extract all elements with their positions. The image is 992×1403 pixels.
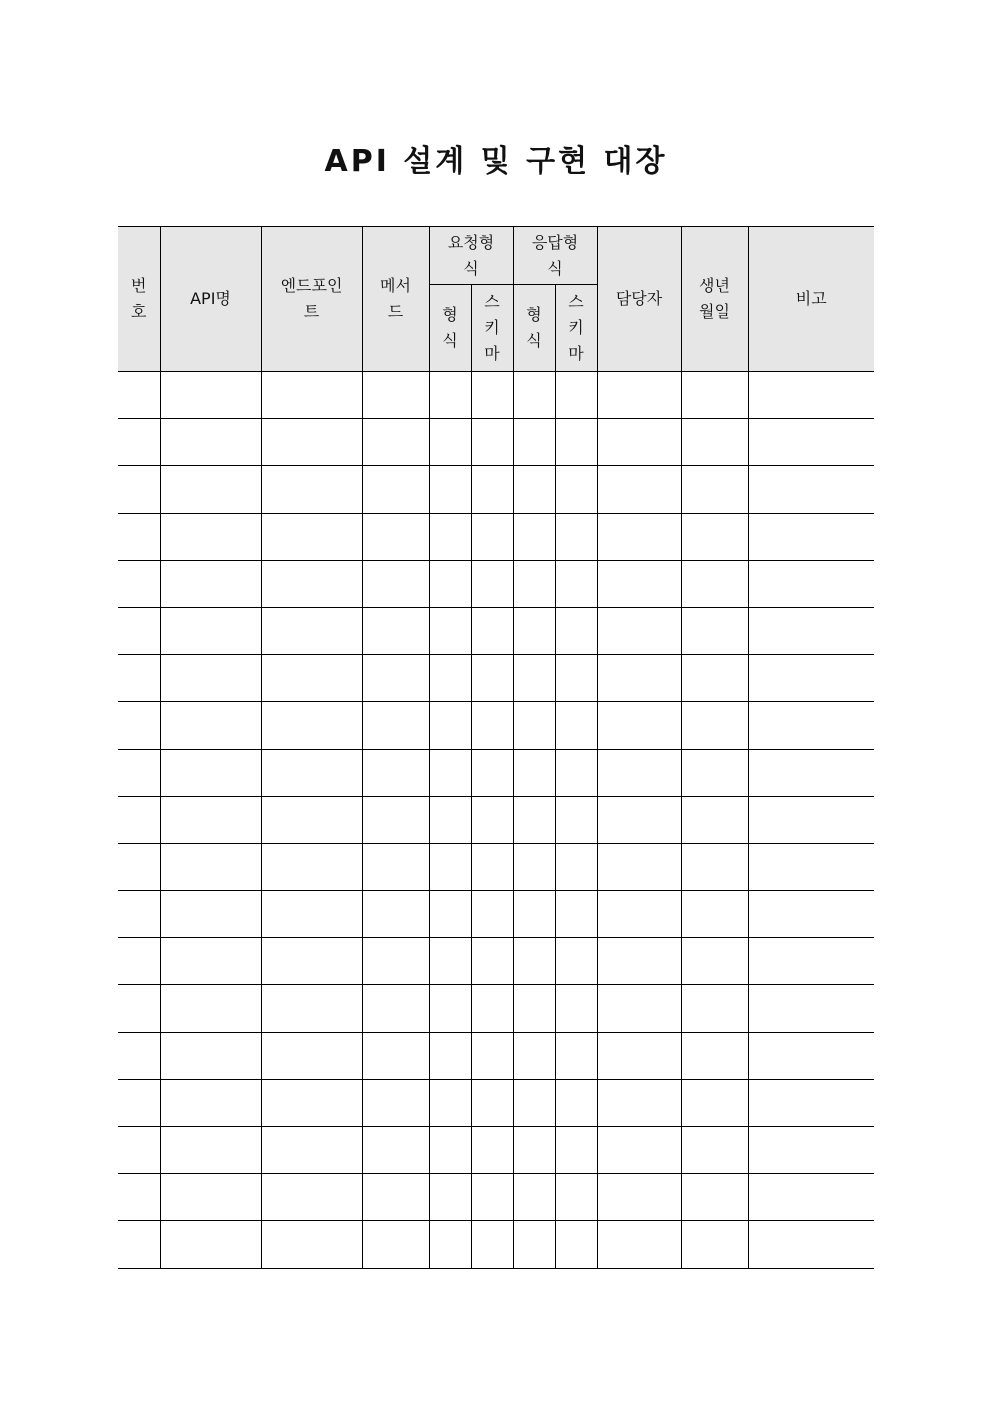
cell-response-format-schema[interactable] [555,938,597,985]
cell-remarks[interactable] [748,1174,874,1221]
header-api-name: API명 [160,227,261,372]
cell-remarks[interactable] [748,843,874,890]
cell-method[interactable] [362,843,429,890]
cell-request-format-schema[interactable] [471,1174,513,1221]
cell-endpoint[interactable] [261,419,362,466]
cell-number[interactable] [118,985,160,1032]
cell-response-format-type[interactable] [513,985,555,1032]
cell-remarks[interactable] [748,513,874,560]
cell-response-format-schema[interactable] [555,796,597,843]
table-body [118,372,874,1269]
table-row [118,1174,874,1221]
cell-request-format-type[interactable] [429,1127,471,1174]
cell-endpoint[interactable] [261,655,362,702]
cell-birthdate[interactable] [681,985,748,1032]
cell-request-format-schema[interactable] [471,419,513,466]
cell-request-format-type[interactable] [429,419,471,466]
cell-method[interactable] [362,985,429,1032]
cell-request-format-type[interactable] [429,891,471,938]
cell-method[interactable] [362,796,429,843]
cell-request-format-type[interactable] [429,560,471,607]
cell-response-format-type[interactable] [513,419,555,466]
cell-endpoint[interactable] [261,560,362,607]
cell-request-format-type[interactable] [429,796,471,843]
table-row [118,749,874,796]
cell-endpoint[interactable] [261,1174,362,1221]
cell-number[interactable] [118,1127,160,1174]
cell-response-format-schema[interactable] [555,419,597,466]
table-row [118,938,874,985]
cell-owner[interactable] [597,1221,681,1268]
cell-remarks[interactable] [748,749,874,796]
cell-birthdate[interactable] [681,796,748,843]
cell-number[interactable] [118,1032,160,1079]
table-row [118,607,874,654]
cell-endpoint[interactable] [261,702,362,749]
cell-endpoint[interactable] [261,938,362,985]
table-row [118,1032,874,1079]
cell-owner[interactable] [597,796,681,843]
cell-api-name[interactable] [160,466,261,513]
cell-api-name[interactable] [160,513,261,560]
cell-response-format-type[interactable] [513,1221,555,1268]
table-row [118,985,874,1032]
cell-number[interactable] [118,796,160,843]
cell-remarks[interactable] [748,655,874,702]
cell-owner[interactable] [597,938,681,985]
cell-response-format-schema[interactable] [555,513,597,560]
cell-method[interactable] [362,891,429,938]
cell-request-format-schema[interactable] [471,891,513,938]
cell-birthdate[interactable] [681,1221,748,1268]
cell-endpoint[interactable] [261,607,362,654]
cell-api-name[interactable] [160,607,261,654]
cell-request-format-type[interactable] [429,702,471,749]
cell-method[interactable] [362,372,429,419]
header-owner: 담당자 [597,227,681,372]
cell-endpoint[interactable] [261,1221,362,1268]
cell-response-format-type[interactable] [513,655,555,702]
cell-response-format-type[interactable] [513,1127,555,1174]
cell-api-name[interactable] [160,796,261,843]
cell-response-format-type[interactable] [513,938,555,985]
cell-api-name[interactable] [160,891,261,938]
cell-method[interactable] [362,466,429,513]
cell-request-format-schema[interactable] [471,796,513,843]
cell-method[interactable] [362,560,429,607]
cell-owner[interactable] [597,1174,681,1221]
cell-api-name[interactable] [160,1079,261,1126]
cell-owner[interactable] [597,749,681,796]
cell-owner[interactable] [597,419,681,466]
cell-api-name[interactable] [160,985,261,1032]
cell-api-name[interactable] [160,655,261,702]
cell-response-format-schema[interactable] [555,1127,597,1174]
cell-request-format-type[interactable] [429,513,471,560]
cell-response-format-schema[interactable] [555,749,597,796]
cell-response-format-type[interactable] [513,607,555,654]
cell-api-name[interactable] [160,938,261,985]
cell-owner[interactable] [597,1079,681,1126]
cell-remarks[interactable] [748,1079,874,1126]
cell-number[interactable] [118,891,160,938]
cell-remarks[interactable] [748,560,874,607]
cell-remarks[interactable] [748,1221,874,1268]
cell-birthdate[interactable] [681,513,748,560]
cell-number[interactable] [118,466,160,513]
cell-request-format-schema[interactable] [471,702,513,749]
cell-owner[interactable] [597,372,681,419]
cell-response-format-type[interactable] [513,1032,555,1079]
cell-remarks[interactable] [748,1032,874,1079]
cell-number[interactable] [118,607,160,654]
cell-request-format-type[interactable] [429,1079,471,1126]
cell-request-format-schema[interactable] [471,560,513,607]
table-row [118,1221,874,1268]
cell-request-format-schema[interactable] [471,938,513,985]
cell-method[interactable] [362,1221,429,1268]
cell-request-format-schema[interactable] [471,655,513,702]
cell-request-format-schema[interactable] [471,985,513,1032]
cell-birthdate[interactable] [681,1127,748,1174]
cell-method[interactable] [362,1174,429,1221]
cell-response-format-type[interactable] [513,1079,555,1126]
table-row [118,372,874,419]
cell-method[interactable] [362,938,429,985]
cell-response-format-type[interactable] [513,466,555,513]
cell-endpoint[interactable] [261,749,362,796]
cell-request-format-schema[interactable] [471,607,513,654]
table-row [118,419,874,466]
cell-owner[interactable] [597,466,681,513]
cell-response-format-type[interactable] [513,513,555,560]
cell-remarks[interactable] [748,607,874,654]
cell-remarks[interactable] [748,466,874,513]
cell-method[interactable] [362,607,429,654]
cell-number[interactable] [118,560,160,607]
cell-request-format-schema[interactable] [471,372,513,419]
cell-response-format-schema[interactable] [555,843,597,890]
cell-owner[interactable] [597,985,681,1032]
cell-api-name[interactable] [160,1032,261,1079]
table-row [118,1127,874,1174]
cell-request-format-type[interactable] [429,938,471,985]
cell-request-format-schema[interactable] [471,1079,513,1126]
cell-remarks[interactable] [748,702,874,749]
cell-method[interactable] [362,702,429,749]
cell-endpoint[interactable] [261,796,362,843]
cell-response-format-type[interactable] [513,702,555,749]
header-response-format-type: 형식 [513,285,555,372]
cell-number[interactable] [118,938,160,985]
cell-response-format-schema[interactable] [555,985,597,1032]
cell-remarks[interactable] [748,938,874,985]
cell-response-format-type[interactable] [513,891,555,938]
cell-method[interactable] [362,419,429,466]
table-row [118,843,874,890]
cell-response-format-type[interactable] [513,372,555,419]
cell-api-name[interactable] [160,419,261,466]
cell-api-name[interactable] [160,372,261,419]
cell-response-format-schema[interactable] [555,655,597,702]
cell-number[interactable] [118,513,160,560]
cell-remarks[interactable] [748,891,874,938]
cell-number[interactable] [118,1174,160,1221]
cell-request-format-schema[interactable] [471,466,513,513]
cell-response-format-schema[interactable] [555,560,597,607]
cell-birthdate[interactable] [681,372,748,419]
cell-birthdate[interactable] [681,749,748,796]
cell-method[interactable] [362,513,429,560]
cell-owner[interactable] [597,891,681,938]
cell-number[interactable] [118,749,160,796]
cell-method[interactable] [362,655,429,702]
cell-method[interactable] [362,1127,429,1174]
table-header [118,227,874,372]
cell-endpoint[interactable] [261,985,362,1032]
cell-response-format-schema[interactable] [555,1221,597,1268]
cell-number[interactable] [118,1079,160,1126]
cell-request-format-type[interactable] [429,1174,471,1221]
cell-number[interactable] [118,843,160,890]
cell-response-format-type[interactable] [513,749,555,796]
cell-remarks[interactable] [748,419,874,466]
cell-api-name[interactable] [160,843,261,890]
cell-endpoint[interactable] [261,1127,362,1174]
cell-response-format-schema[interactable] [555,466,597,513]
cell-owner[interactable] [597,655,681,702]
table-row [118,1079,874,1126]
table-row [118,513,874,560]
cell-response-format-type[interactable] [513,1174,555,1221]
cell-api-name[interactable] [160,1174,261,1221]
cell-number[interactable] [118,1221,160,1268]
cell-response-format-type[interactable] [513,560,555,607]
cell-endpoint[interactable] [261,843,362,890]
cell-remarks[interactable] [748,985,874,1032]
cell-number[interactable] [118,419,160,466]
cell-number[interactable] [118,372,160,419]
cell-api-name[interactable] [160,702,261,749]
cell-request-format-schema[interactable] [471,1032,513,1079]
cell-birthdate[interactable] [681,938,748,985]
cell-response-format-schema[interactable] [555,372,597,419]
cell-birthdate[interactable] [681,1079,748,1126]
cell-endpoint[interactable] [261,466,362,513]
table-row [118,466,874,513]
cell-owner[interactable] [597,702,681,749]
cell-birthdate[interactable] [681,702,748,749]
cell-request-format-type[interactable] [429,372,471,419]
cell-endpoint[interactable] [261,372,362,419]
api-ledger-table [118,226,874,1269]
cell-request-format-type[interactable] [429,466,471,513]
cell-response-format-schema[interactable] [555,1032,597,1079]
cell-number[interactable] [118,702,160,749]
cell-response-format-type[interactable] [513,796,555,843]
cell-response-format-schema[interactable] [555,607,597,654]
cell-birthdate[interactable] [681,607,748,654]
cell-request-format-type[interactable] [429,1221,471,1268]
cell-response-format-schema[interactable] [555,702,597,749]
cell-owner[interactable] [597,560,681,607]
cell-remarks[interactable] [748,796,874,843]
cell-request-format-schema[interactable] [471,1127,513,1174]
cell-birthdate[interactable] [681,655,748,702]
cell-remarks[interactable] [748,372,874,419]
cell-birthdate[interactable] [681,419,748,466]
cell-request-format-schema[interactable] [471,1221,513,1268]
header-endpoint: 엔드포인트 [261,227,362,372]
cell-number[interactable] [118,655,160,702]
cell-request-format-type[interactable] [429,985,471,1032]
cell-request-format-type[interactable] [429,607,471,654]
header-request-format: 요청형식 [429,227,513,285]
cell-owner[interactable] [597,1032,681,1079]
cell-api-name[interactable] [160,1127,261,1174]
cell-request-format-type[interactable] [429,843,471,890]
cell-request-format-type[interactable] [429,655,471,702]
document-title: API 설계 및 구현 대장 [324,144,668,179]
cell-api-name[interactable] [160,560,261,607]
cell-method[interactable] [362,749,429,796]
table-row [118,891,874,938]
header-number: 번호 [118,227,160,372]
table-row [118,560,874,607]
cell-api-name[interactable] [160,1221,261,1268]
cell-request-format-type[interactable] [429,1032,471,1079]
cell-request-format-type[interactable] [429,749,471,796]
cell-birthdate[interactable] [681,560,748,607]
header-response-format-schema: 스키마 [555,285,597,372]
header-birthdate: 생년월일 [681,227,748,372]
cell-response-format-type[interactable] [513,843,555,890]
cell-birthdate[interactable] [681,1032,748,1079]
cell-request-format-schema[interactable] [471,513,513,560]
header-response-format: 응답형식 [513,227,597,285]
cell-birthdate[interactable] [681,466,748,513]
cell-response-format-schema[interactable] [555,1174,597,1221]
cell-endpoint[interactable] [261,891,362,938]
header-request-format-schema: 스키마 [471,285,513,372]
header-remarks: 비고 [748,227,874,372]
cell-method[interactable] [362,1079,429,1126]
cell-birthdate[interactable] [681,843,748,890]
table-row [118,655,874,702]
cell-owner[interactable] [597,1127,681,1174]
table-row [118,796,874,843]
cell-owner[interactable] [597,843,681,890]
cell-endpoint[interactable] [261,1032,362,1079]
cell-response-format-schema[interactable] [555,891,597,938]
cell-response-format-schema[interactable] [555,1079,597,1126]
cell-owner[interactable] [597,513,681,560]
cell-remarks[interactable] [748,1127,874,1174]
header-method: 메서드 [362,227,429,372]
header-request-format-type: 형식 [429,285,471,372]
cell-method[interactable] [362,1032,429,1079]
cell-request-format-schema[interactable] [471,843,513,890]
cell-birthdate[interactable] [681,1174,748,1221]
table-row [118,702,874,749]
cell-endpoint[interactable] [261,513,362,560]
cell-endpoint[interactable] [261,1079,362,1126]
cell-request-format-schema[interactable] [471,749,513,796]
cell-owner[interactable] [597,607,681,654]
cell-api-name[interactable] [160,749,261,796]
cell-birthdate[interactable] [681,891,748,938]
